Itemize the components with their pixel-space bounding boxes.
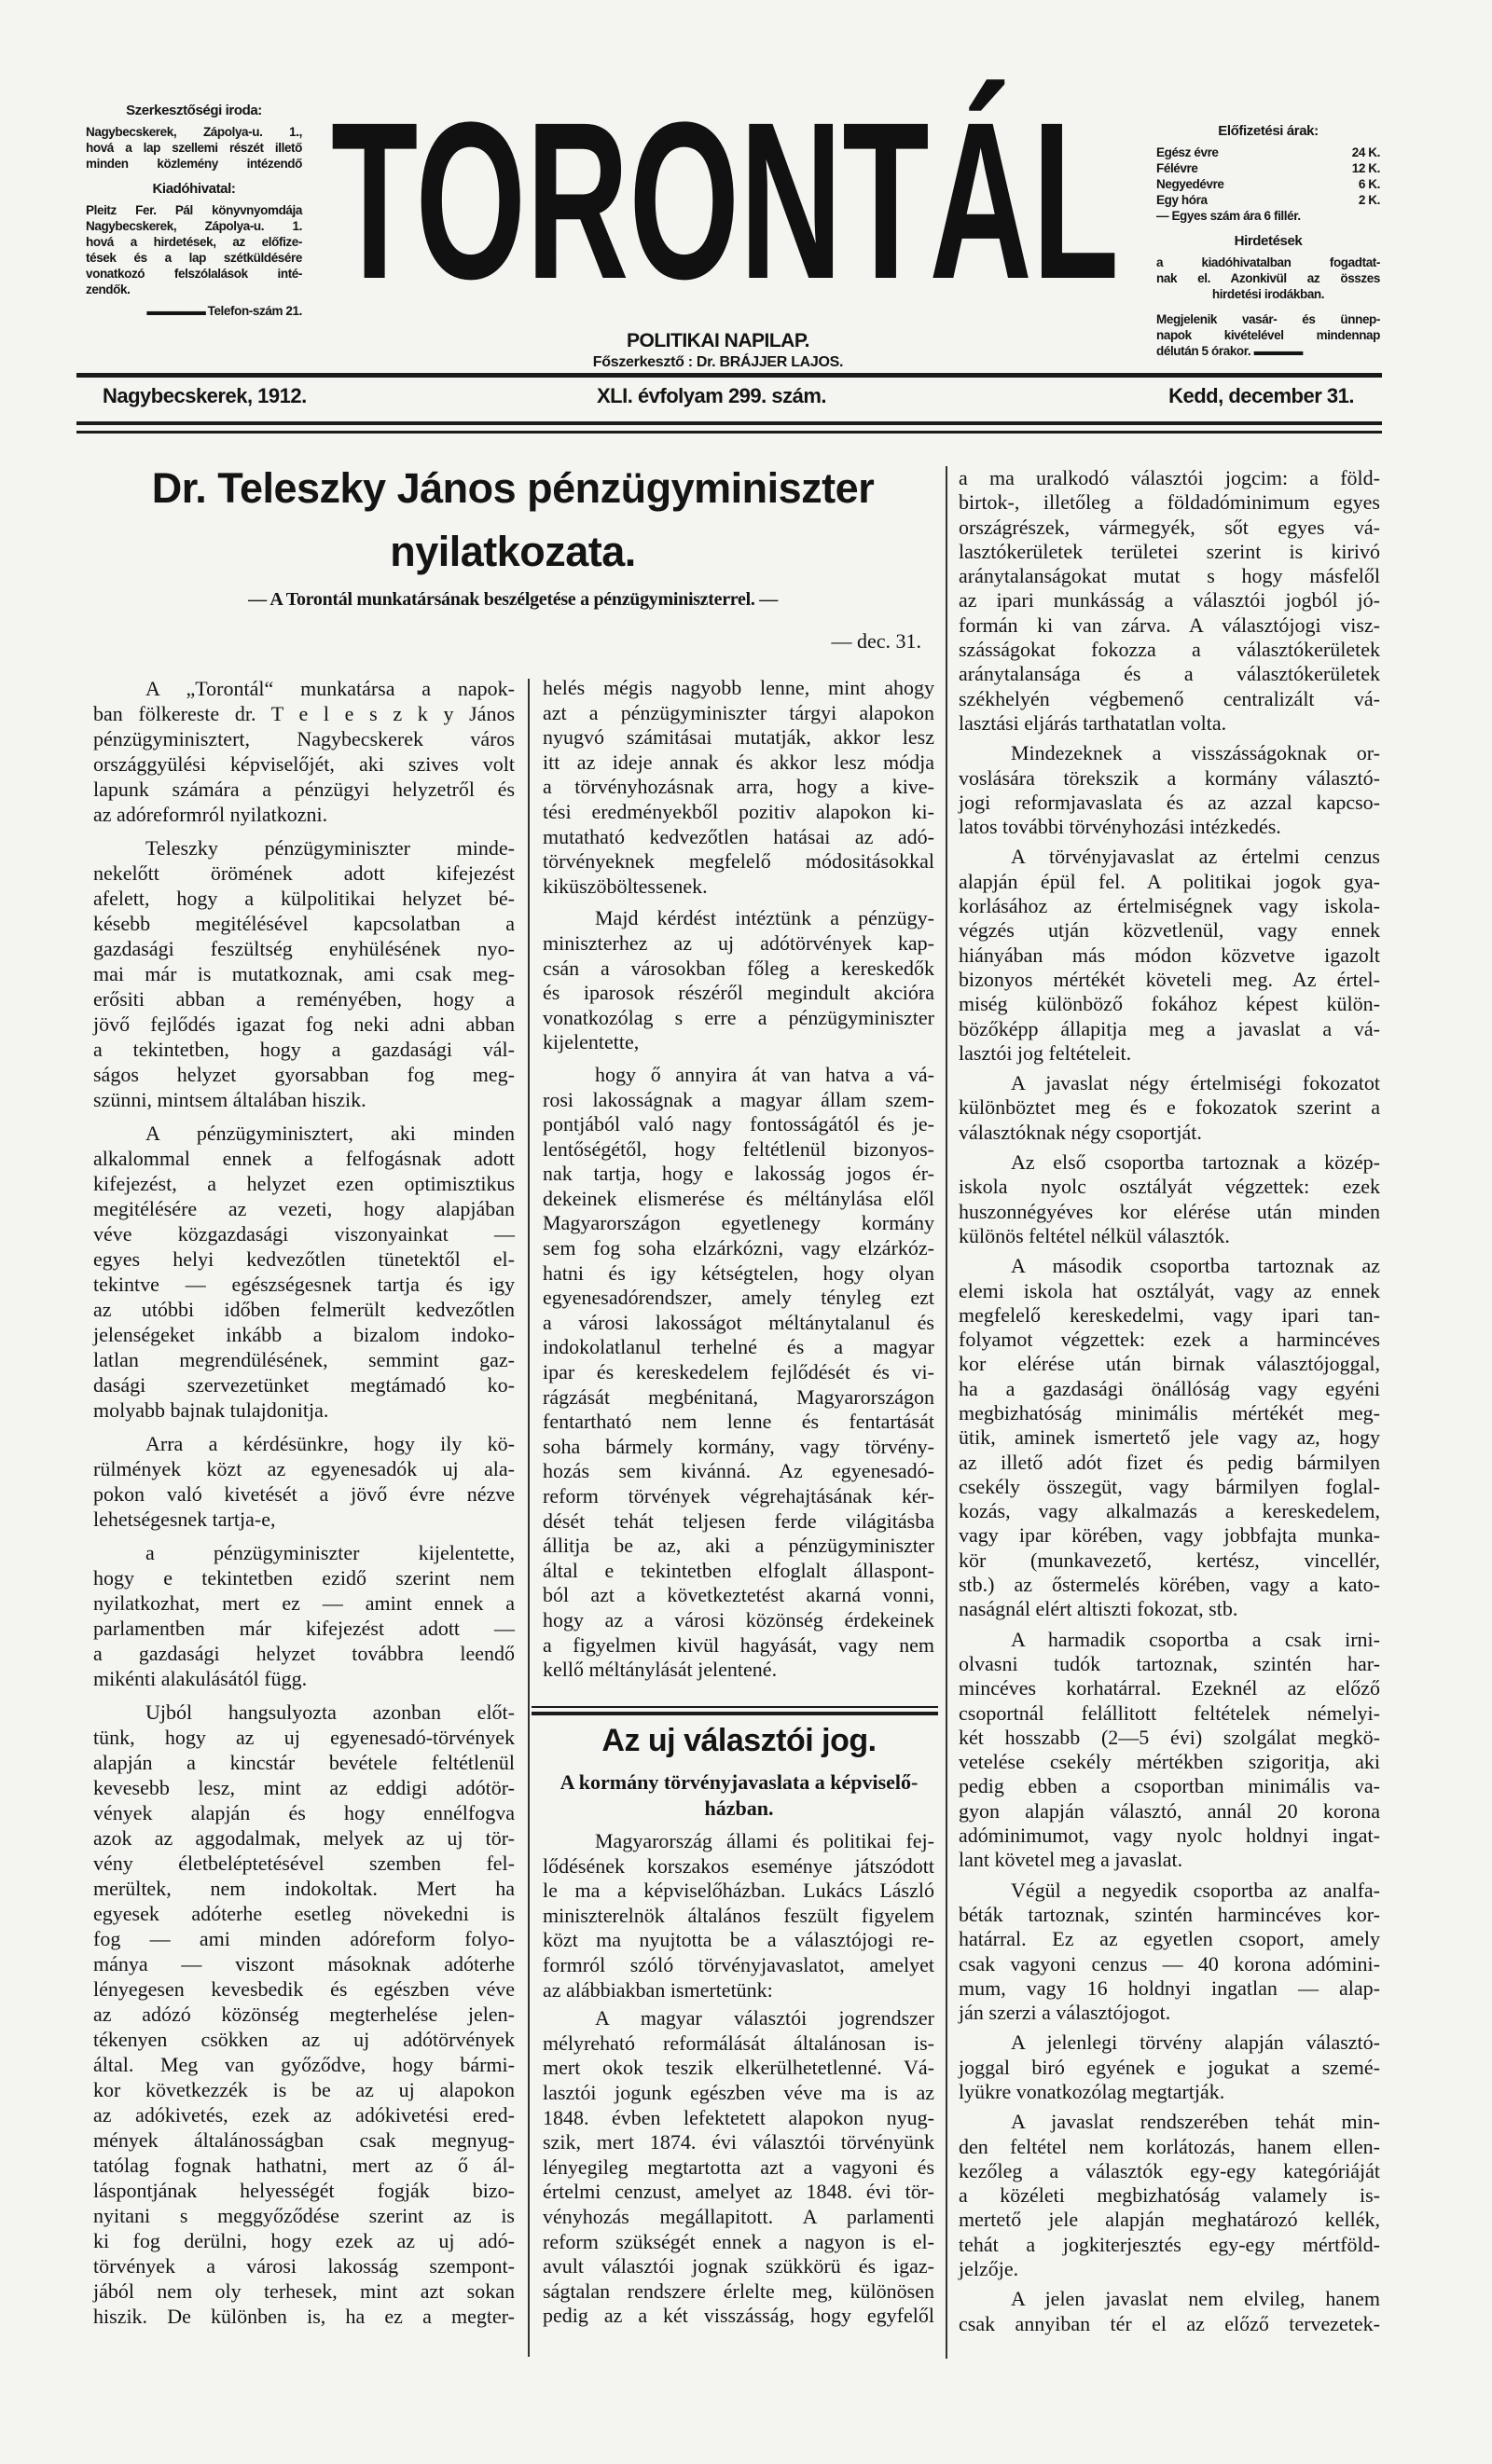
subscription-info: [1156, 121, 1380, 359]
text-line: választóknak négy csoportját.: [959, 1120, 1202, 1144]
text-line: Magyarország állami és politikai fej-: [595, 1829, 934, 1852]
price-label: Egész évre: [1156, 145, 1219, 159]
text-line: tési eredményekből pozitiv alapokon ki-: [543, 799, 934, 823]
paragraph: [93, 1121, 515, 1423]
text-line: naságnál elért altiszti fokozat, stb.: [959, 1597, 1238, 1621]
text-line: csak vagyoni cenzus — 40 korona adómini-: [959, 1951, 1380, 1975]
price-value: 2 K.: [1358, 193, 1380, 207]
paragraph: [959, 1628, 1380, 1873]
text-line: olvasni tudók tartoznak, szintén har-: [959, 1651, 1380, 1675]
text-line: egyes helyi kedvezőtlen tünetektől el-: [93, 1247, 515, 1271]
ornament: ▬▬▬▬: [1253, 344, 1303, 358]
text-line: ban fölkereste dr. T e l e s z k y János: [93, 702, 515, 725]
headline-line: nyilatkozata.: [390, 528, 636, 575]
text-line: országgyülési képviselőjét, aki szives volt: [93, 752, 515, 776]
logo-text: TORONTÁL: [331, 76, 1119, 325]
text-line: A magyar választói jogrendszer: [595, 2006, 934, 2030]
text-line: értelmi cenzust, amelyet az 1848. évi tör-: [543, 2180, 934, 2204]
price-value: 12 K.: [1351, 161, 1380, 175]
text-line: a tekintetben, hogy a gazdasági vál-: [93, 1038, 515, 1061]
text-line: kijelentette,: [543, 1030, 640, 1054]
text-line: ha a gazdasági önállóság vagy egyéni: [959, 1376, 1380, 1400]
text-line: vények alapján és hogy ennélfogva: [93, 1801, 515, 1824]
article-dateline: — dec. 31.: [831, 629, 921, 653]
text-line: kor következzék is be az uj alapokon: [93, 2078, 515, 2101]
text-line: lasztókerületek területei szerint is kirivó: [959, 539, 1380, 563]
text-line: merültek, nem indokoltak. Mert ha: [93, 1877, 515, 1900]
text-line: béták tartoznak, szintén harmincéves kor-: [959, 1902, 1380, 1926]
single-copy-price: — Egyes szám ára 6 fillér.: [1156, 209, 1301, 223]
phone-line: [86, 303, 302, 319]
text-line: tekintve — egészségesnek tartja és igy: [93, 1273, 515, 1296]
text-line: nyilatkozhat, mert ez — amint ennek a: [93, 1591, 515, 1615]
text-line: Teleszky pénzügyminiszter minde-: [145, 836, 515, 860]
paragraph: [543, 1063, 934, 1683]
text-line: Végül a negyedik csoportba az analfa-: [1011, 1878, 1380, 1902]
text-line: kiküszöböltessenek.: [543, 874, 708, 898]
paragraph: [543, 676, 934, 899]
text-line: aránytalanságokat mutat s hogy másfelől: [959, 564, 1380, 588]
paragraph: [959, 845, 1380, 1066]
text-line: mai már is mutatkoznak, ami csak meg-: [93, 962, 515, 985]
text-line: Arra a kérdésünkre, hogy ily kö-: [145, 1432, 515, 1455]
dateline-place: Nagybecskerek, 1912.: [103, 384, 307, 407]
text-line: mikénti alakulásától függ.: [93, 1667, 308, 1690]
text-line: jelenségeket inkább a bizalom indoko-: [93, 1323, 515, 1346]
text-line: A javaslat rendszerében tehát min-: [1011, 2110, 1380, 2134]
text-line: helés mégis nagyobb lenne, mint ahogy: [543, 676, 934, 699]
text-line: csán a városokban főleg a kereskedők: [543, 956, 934, 980]
text-line: különös feltétel nélkül választók.: [959, 1223, 1230, 1247]
paragraph: [93, 835, 515, 1112]
info-line: zendők.: [86, 282, 131, 296]
paragraph: [959, 466, 1380, 736]
text-line: vetelése csekély mértékben szigoritja, aki: [959, 1750, 1380, 1774]
info-line: vonatkozó felszólalások inté-: [86, 267, 302, 281]
article1-column-1: [93, 676, 515, 2337]
price-label: Félévre: [1156, 161, 1198, 175]
text-line: rülmények közt az egyenesadók uj ala-: [93, 1457, 515, 1480]
text-line: határral. Ez az egyetlen csoport, amely: [959, 1927, 1380, 1951]
text-line: sem fog soha elzárkózni, vagy elzárkóz-: [543, 1236, 934, 1260]
text-line: alapján épül fel. A politikai jogok gya-: [959, 869, 1380, 893]
text-line: megbizhatóság minimális mértékét meg-: [959, 1400, 1380, 1425]
text-line: bizonyos mértékét követeli meg. Az értel-: [959, 967, 1380, 991]
text-line: voslására törekszik a kormány választó-: [959, 765, 1380, 790]
text-line: mélyreható reformálását általánosan is-: [543, 2030, 934, 2055]
text-line: A második csoportba tartoznak az: [1011, 1254, 1380, 1278]
text-line: lényegileg megtartotta azt a vagyoni és: [543, 2154, 934, 2179]
text-line: mánya — viszont másoknak adóterhe: [93, 1952, 515, 1975]
text-line: vény életbeléptetésével szemben fel-: [93, 1851, 515, 1875]
text-line: tékenyen csökken az uj adótörvények: [93, 2028, 515, 2051]
text-line: ján szerzi a választójogot.: [959, 2001, 1171, 2025]
text-line: lasztói jogunk egészben véve ma is az: [543, 2080, 934, 2104]
text-line: 1848. évben lefektetett alapokon nyug-: [543, 2105, 934, 2129]
column-divider: [946, 466, 947, 2359]
newspaper-logo: [331, 75, 1124, 328]
phone-number: Telefon-szám 21.: [207, 304, 302, 318]
paragraph: [959, 2030, 1380, 2104]
text-line: nekelőtt örömének adott kifejezést: [93, 861, 515, 885]
text-line: törvényeknek megfelelő módositásokkal: [543, 849, 934, 874]
text-line: pedig az a két visszásság, hogy egyfelől: [543, 2304, 934, 2328]
text-line: Az első csoportba tartoznak a közép-: [1011, 1150, 1380, 1175]
dateline-rule: [76, 431, 1382, 434]
text-line: pokon való kivetését a jövő évre nézve: [93, 1482, 515, 1506]
text-line: közt ma nyujtotta be a választójogi re-: [543, 1928, 934, 1952]
text-line: dekeinek elismerése és méltánylása elől: [543, 1186, 934, 1210]
text-line: afelett, hogy a külpolitikai helyzet bé-: [93, 887, 515, 910]
text-line: Majd kérdést intéztünk a pénzügy-: [595, 906, 934, 930]
text-line: latlan megrendülésének, semmint gaz-: [93, 1348, 515, 1371]
article2-column-2: [543, 1829, 934, 2333]
text-line: azok az aggodalmak, melyek az uj tör-: [93, 1826, 515, 1850]
info-line: Megjelenik vasár- és ünnep-: [1156, 312, 1380, 326]
text-line: ki fog derülni, hogy ezek az uj adó-: [93, 2229, 515, 2252]
newspaper-subtitle: POLITIKAI NAPILAP.: [627, 330, 809, 351]
info-line: napok kivételével mindennap: [1156, 328, 1380, 342]
text-line: A jelenlegi törvény alapján választó-: [1011, 2030, 1380, 2055]
text-line: hogy ő annyira át van hatva a vá-: [595, 1062, 934, 1086]
info-line: hirdetési irodákban.: [1211, 287, 1325, 301]
text-line: huszonnégyéves kor elérése után minden: [959, 1199, 1380, 1223]
text-line: által. Meg van győződve, hogy bármi-: [93, 2053, 515, 2076]
text-line: lant követel meg a javaslat.: [959, 1848, 1183, 1872]
dateline-date: Kedd, december 31.: [1168, 384, 1354, 407]
text-line: indokolatlanul terhelné és a magyar: [543, 1335, 934, 1359]
article1-column-2: [543, 676, 934, 1690]
text-line: véve közgazdasági viszonyainkat —: [93, 1222, 515, 1246]
text-line: hozás sem kivánná. Az egyenesadó-: [543, 1459, 934, 1483]
subscription-heading: Előfizetési árak:: [1218, 123, 1319, 139]
text-line: a pénzügyminiszter kijelentette,: [145, 1541, 515, 1564]
text-line: a gazdasági helyzet továbbra leendő: [93, 1642, 515, 1665]
text-line: A pénzügyminisztert, aki minden: [145, 1122, 515, 1145]
text-line: és iparosok részéről megindult akcióra: [543, 981, 934, 1005]
text-line: le ma a képviselőházban. Lukács László: [543, 1879, 934, 1903]
text-line: jogi reformjavaslata és az azzal kapcso-: [959, 790, 1380, 814]
paragraph: [543, 906, 934, 1055]
text-line: az adóreformról nyilatkozni.: [93, 803, 328, 826]
text-line: avult választói jognak szükkörü és igaz-: [543, 2254, 934, 2278]
price-row: [1156, 145, 1380, 160]
text-line: mincéves korhatárral. Ezeknél az előző: [959, 1676, 1380, 1700]
info-line: [1156, 343, 1380, 359]
text-line: lapunk számára a pénzügyi helyzetről és: [93, 778, 515, 801]
article2-subtitle-line: A kormány törvényjavaslata a képviselő-: [560, 1770, 919, 1794]
masthead-rule: [76, 373, 1382, 378]
text-line: kor elérése után birnak választójoggal,: [959, 1352, 1380, 1376]
text-line: A javaslat négy értelmiségi fokozatot: [1011, 1071, 1380, 1095]
text-line: egyesek adóterhe esetleg növekedni is: [93, 1902, 515, 1925]
editor-in-chief: Főszerkesztő : Dr. BRÁJJER LAJOS.: [592, 354, 844, 370]
paragraph: [93, 1540, 515, 1691]
text-line: vagy ipar körében, vagy jobbfajta munka-: [959, 1523, 1380, 1548]
price-row: [1156, 192, 1380, 208]
text-line: szünni, mintsem általában hiszik.: [93, 1088, 366, 1111]
article2-title: Az uj választói jog.: [601, 1723, 877, 1758]
text-line: lehetségesnek tartja-e,: [93, 1507, 276, 1531]
text-line: hiszik. De különben is, ha ez a megter-: [93, 2305, 515, 2328]
text-line: az alábbiakban ismertetünk:: [543, 1977, 773, 2002]
text-line: miség különböző fokához képest külön-: [959, 992, 1380, 1016]
text-line: törvények a városi lakosság szempont-: [93, 2254, 515, 2278]
text-line: elemi iskola hat osztályát, vagy az ennek: [959, 1278, 1380, 1302]
text-line: adóminimumot, vagy nyolc holdnyi ingat-: [959, 1824, 1380, 1848]
text-line: lasztási eljárás tarthatatlan volta.: [959, 710, 1227, 735]
text-line: A „Torontál“ munkatársa a napok-: [145, 677, 515, 700]
text-line: által e tekintetben elfoglalt állaspont-: [543, 1558, 934, 1582]
text-line: szik, mert 1874. évi választói törvényünk: [543, 2130, 934, 2154]
info-line: nak el. Azonkivül az összes: [1156, 271, 1380, 285]
text-line: pénzügyminisztert, Nagybecskerek város: [93, 727, 515, 750]
text-line: vonatkozólag s erre a pénzügyminiszter: [543, 1005, 934, 1029]
text-line: lyükre vonatkozólag megtartják.: [959, 2080, 1225, 2103]
text-line: azt a pénzügyminiszter tárgyi alapokon: [543, 700, 934, 724]
text-line: hiányában más módon közvetve igazolt: [959, 943, 1380, 967]
price-value: 24 K.: [1351, 145, 1380, 159]
price-label: Egy hóra: [1156, 193, 1208, 207]
text-line: különböztet meg és e fokozatok szerint a: [959, 1095, 1380, 1120]
dateline-rule: [76, 421, 1382, 425]
text-line: székhelyén végbemenő centralizált vá-: [959, 686, 1380, 710]
text-line: itt az ideje annak és akkor lesz módja: [543, 750, 934, 774]
info-line: tések és a lap szétküldésére: [86, 251, 302, 265]
text-line: hogy az a városi közönség érdekeinek: [543, 1607, 934, 1631]
text-line: parlamentben már kifejezést adott —: [93, 1617, 515, 1640]
paragraph: [543, 1829, 934, 2003]
text-line: lentőségétől, hogy feltétlenül bizonyos-: [543, 1136, 934, 1161]
text-line: jövő fejlődés igazat fog neki adni abban: [93, 1012, 515, 1036]
text-line: szásságokat fokozza a választókerületek: [959, 638, 1380, 662]
paragraph: [543, 2006, 934, 2329]
text-line: hatni és igy kétségtelen, hogy olyan: [543, 1260, 934, 1285]
text-line: A törvényjavaslat az értelmi cenzus: [1011, 845, 1380, 869]
text-line: kevesebb lesz, mint az eddigi adótör-: [93, 1776, 515, 1799]
text-line: mények általánosságban csak megnyug-: [93, 2128, 515, 2152]
text-line: kezőleg a választók egy-egy kategóriáját: [959, 2158, 1380, 2182]
text-line: nak tartja, hogy e lakosság jogos ér-: [543, 1162, 934, 1186]
text-line: Magyarországon egyetlenegy kormány: [543, 1211, 934, 1235]
text-line: dasági szervezetünket megtámadó ko-: [93, 1373, 515, 1397]
text-line: ból azt a következtetést akarná vonni,: [543, 1583, 934, 1607]
paragraph: [959, 1071, 1380, 1145]
article-separator: [532, 1706, 938, 1708]
text-line: mutatható kedvezőtlen hatásai az adó-: [543, 824, 934, 848]
text-line: mert okok teszik elkerülhetetlenné. Vá-: [543, 2056, 934, 2080]
text-line: két hosszabb (2—5 évi) szolgálat megkö-: [959, 1725, 1380, 1749]
headline-line: Dr. Teleszky János pénzügyminiszter: [151, 464, 875, 512]
text-line: tehát a jogkiterjesztés egy-egy mértföld-: [959, 2232, 1380, 2256]
text-line: a közéleti megbizhatóság valamely is-: [959, 2183, 1380, 2208]
text-line: kellő méltánylását jelentené.: [543, 1658, 778, 1682]
text-line: csoportnál felállitott feltételek némelyi-: [959, 1700, 1380, 1725]
text-line: reform törvények végrehajtásának kér-: [543, 1484, 934, 1507]
text-line: korlásához az értelmiségnek vagy iskola-: [959, 894, 1380, 918]
paragraph: [959, 2287, 1380, 2336]
info-line: Nagybecskerek, Zápolya-u. 1.,: [86, 125, 302, 139]
text-line: ütik, aminek ismertető jele vagy az, hogy: [959, 1425, 1380, 1450]
text-line: az illető adót fizet és pedig bármilyen: [959, 1450, 1380, 1474]
text-line: kifejezést, a helyzet ezen optimisztikus: [93, 1172, 515, 1195]
text-line: Mindezeknek a visszásságoknak or-: [1011, 741, 1380, 765]
text-line: az utóbbi időben felmerült kedvezőtlen: [93, 1298, 515, 1321]
text-line: fentartható nem lenne és fentartását: [543, 1410, 934, 1434]
paragraph: [959, 741, 1380, 839]
text-line: lényegesen kevesbedik és egészben véve: [93, 1977, 515, 2001]
price-value: 6 K.: [1358, 177, 1380, 191]
text-line: a ma uralkodó választói jogcim: a föld-: [959, 466, 1380, 489]
article-separator: [532, 1712, 938, 1715]
price-row: [1156, 160, 1380, 176]
text-line: vényhozás megállapitott. A parlamenti: [543, 2204, 934, 2228]
text-line: az adózó közönség megterhelése jelen-: [93, 2003, 515, 2026]
ornament: ▬▬▬▬▬: [146, 304, 208, 318]
editorial-office-heading: Szerkesztőségi iroda:: [126, 103, 262, 118]
text-line: birtok-, illetőleg a földadóminimum egyes: [959, 490, 1380, 515]
info-line: Nagybecskerek, Zápolya-u. 1.: [86, 219, 302, 233]
text-line: kör (munkavezető, kertész, vincellér,: [959, 1548, 1380, 1572]
text-line: pedig ebben a csoportban minimális va-: [959, 1774, 1380, 1798]
text-line: stb.) az őstermelés körében, vagy a kato-: [959, 1573, 1380, 1597]
text-line: formán ki van zárva. A választójogi visz-: [959, 613, 1380, 637]
text-line: az adókivetés, ezek az adókivetési ered-: [93, 2103, 515, 2127]
text-line: országrészek, vármegyék, sőt egyes vá-: [959, 515, 1380, 539]
text-line: nyitani s meggyőződése szerint az is: [93, 2204, 515, 2227]
text-line: miniszterelnök általános feszült figyelem: [543, 1903, 934, 1927]
price-row: [1156, 176, 1380, 192]
text-line: késebb megitélésével kapcsolatban a: [93, 912, 515, 935]
text-line: jelzője.: [959, 2257, 1019, 2281]
article-subtitle: — A Torontál munkatársának beszélgetése a pénzügyminiszterrel. —: [248, 589, 778, 610]
text-line: ságtalan rendszere érlelte meg, különösen: [543, 2278, 934, 2303]
article2-subtitle-line: házban.: [704, 1796, 774, 1820]
info-line: hová a hirdetések, az előfize-: [86, 235, 302, 249]
text-line: joggal biró egyének e jogukat a szemé-: [959, 2055, 1380, 2079]
column-divider: [528, 679, 530, 2357]
text-line: kozás, vagy alkalmazás a kereskedelem,: [959, 1499, 1380, 1523]
text-line: reform szükségét ennek a nagyon is el-: [543, 2229, 934, 2253]
text-line: alkalommal ennek a felfogásnak adott: [93, 1147, 515, 1170]
text-line: A harmadik csoportba a csak irni-: [1011, 1627, 1380, 1651]
ads-heading: Hirdetések: [1234, 233, 1303, 249]
text-line: állitja be az, aki a pénzügyminiszter: [543, 1534, 934, 1558]
text-line: ipar és kereskedelem fejlődését és vi-: [543, 1360, 934, 1384]
text-line: aránytalansága és a választókerületek: [959, 662, 1380, 686]
text-line: a törvényhozásnak arra, hogy a kive-: [543, 775, 934, 799]
article2-column-3: [959, 466, 1380, 2342]
paragraph: [959, 2110, 1380, 2281]
text-line: tatólag fognak hathatni, mert az ő ál-: [93, 2154, 515, 2177]
info-line: minden közlemény intézendő: [86, 157, 302, 171]
text-line: a városi lakosságot méltánytalanul és: [543, 1310, 934, 1334]
text-line: nyugvó számitásai mutatják, akkor lesz: [543, 725, 934, 750]
text-line: erősiti abban a reményében, hogy a: [93, 987, 515, 1011]
text-line: jából nem oly terhesek, mint azt sokan: [93, 2279, 515, 2303]
text-line: den feltétel nem korlátozás, hanem ellen-: [959, 2134, 1380, 2158]
text-line: gyon alapján választó, annál 20 korona: [959, 1798, 1380, 1823]
paragraph: [93, 676, 515, 827]
text-line: lasztói jog feltételeit.: [959, 1040, 1132, 1065]
text-line: lődésének korszakos eseménye játszódott: [543, 1853, 934, 1878]
text-line: rosi lakosságnak a magyar állam szem-: [543, 1087, 934, 1111]
text-line: formról szóló törvényjavaslatot, amelyet: [543, 1952, 934, 1976]
text-line: csak annyiban tér el az előző tervezetek-: [959, 2311, 1380, 2335]
text-line: ságos helyzet gyorsabban fog meg-: [93, 1063, 515, 1086]
text-line: pontjából való nagy fontosságától és je-: [543, 1112, 934, 1136]
paragraph: [93, 1700, 515, 2329]
paragraph: [959, 1879, 1380, 2026]
text-line: tünk, hogy az uj egyenesadó-törvények: [93, 1726, 515, 1749]
dateline-issue: XLI. évfolyam 299. szám.: [597, 384, 827, 407]
publisher-heading: Kiadóhivatal:: [152, 181, 236, 197]
publish-time: délután 5 órakor.: [1156, 344, 1251, 358]
text-line: hogy e tekintetben ezidő szerint nem: [93, 1566, 515, 1590]
text-line: az ipari munkásság a választói jogból jó-: [959, 588, 1380, 613]
price-label: Negyedévre: [1156, 177, 1224, 191]
text-line: fog — ami minden adóreform folyo-: [93, 1927, 515, 1950]
paragraph: [93, 1431, 515, 1532]
text-line: iskola nyolc osztályát végzettek: ezek: [959, 1175, 1380, 1199]
text-line: alapján a kincstár bevétele feltétlenül: [93, 1751, 515, 1774]
text-line: végzés utján közvetlenül, vagy ennek: [959, 918, 1380, 943]
paragraph: [959, 1150, 1380, 1248]
text-line: mertető jele alapján meghatározó kellék,: [959, 2208, 1380, 2232]
info-line: Pleitz Fer. Pál könyvnyomdája: [86, 203, 302, 217]
editorial-office-info: [86, 101, 302, 319]
text-line: csekély összegüt, vagy bármilyen foglal-: [959, 1474, 1380, 1498]
text-line: bözőképp állapitja meg a javaslat a vá-: [959, 1016, 1380, 1040]
text-line: mum, vagy 16 holdnyi ingatlan — alap-: [959, 1975, 1380, 2000]
text-line: A jelen javaslat nem elvileg, hanem: [1011, 2287, 1380, 2311]
text-line: Ujból hangsulyozta azonban előt-: [145, 1700, 515, 1724]
text-line: megfelelő kereskedelmi, vagy ipari tan-: [959, 1302, 1380, 1327]
text-line: láspontjának helyességét fogják bizo-: [93, 2179, 515, 2202]
text-line: gazdasági feszültség enyhülésének nyo-: [93, 937, 515, 960]
text-line: miniszterhez az uj adótörvények kap-: [543, 930, 934, 955]
text-line: megitélésére az vezeti, hogy alapjában: [93, 1197, 515, 1220]
text-line: dését tehát teljesen ferde világitásba: [543, 1508, 934, 1533]
text-line: rágzását megbénitaná, Magyarországon: [543, 1384, 934, 1409]
text-line: latos további törvényhozási intézkedés.: [959, 815, 1281, 839]
paragraph: [959, 1254, 1380, 1621]
info-line: hová a lap szellemi részét illető: [86, 141, 302, 155]
text-line: folyamot végzettek: ezek a harmincéves: [959, 1328, 1380, 1352]
text-line: a figyelmen kivül hagyását, vagy nem: [543, 1632, 934, 1657]
info-line: a kiadóhivatalban fogadtat-: [1156, 255, 1380, 269]
text-line: soha bármely kormány, vagy törvény-: [543, 1434, 934, 1458]
text-line: egyenesadórendszer, amely tényleg ezt: [543, 1286, 934, 1310]
text-line: molyabb bajnak tulajdonitja.: [93, 1398, 329, 1422]
